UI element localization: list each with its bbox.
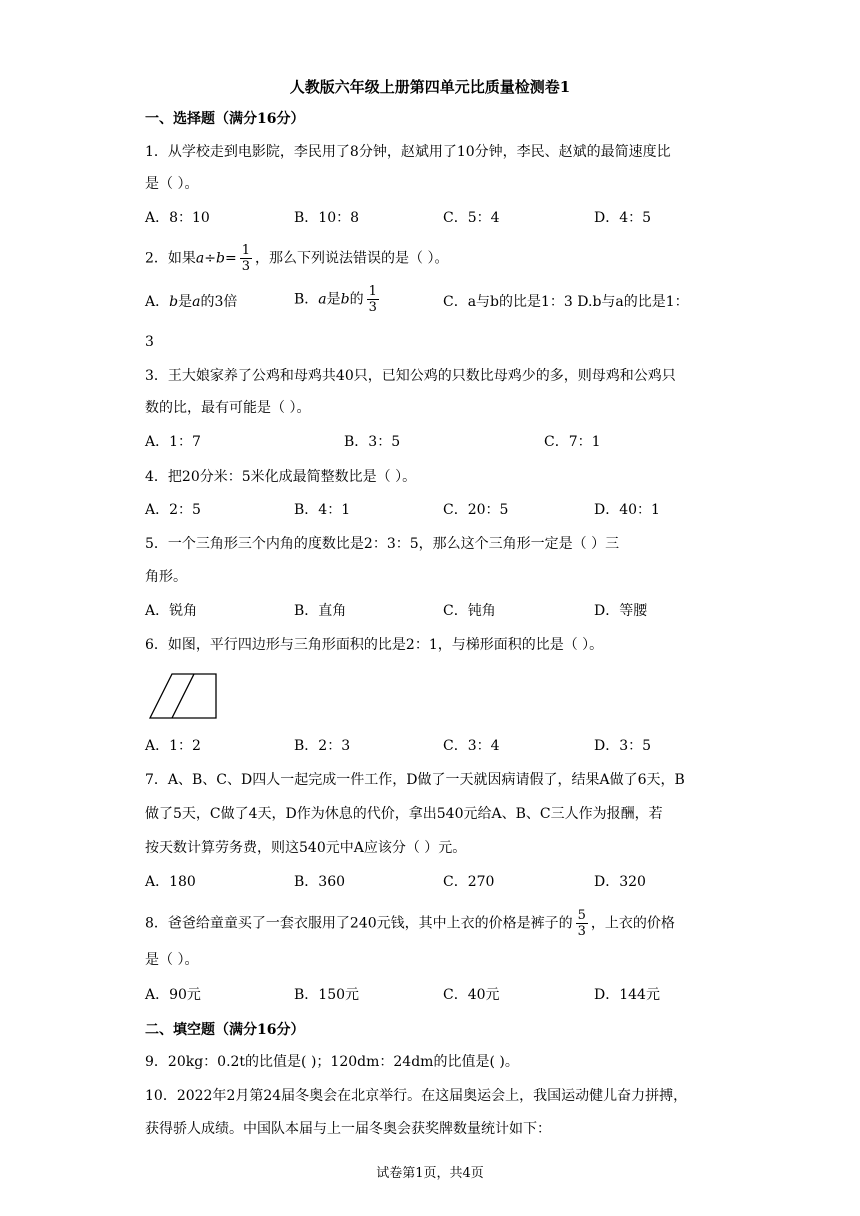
question-7-line-3: 按天数计算劳务费，则这540元中A应该分（ ）元。	[145, 840, 467, 856]
q2-fraction	[240, 243, 252, 274]
q2-fraction-den: 3	[241, 259, 250, 274]
q4-option-d: D．40：1	[594, 502, 660, 518]
q7-option-a: A．180	[145, 874, 196, 890]
q2-option-a	[145, 292, 237, 312]
q2-option-b-fraction	[367, 284, 379, 315]
page-title: 人教版六年级上册第四单元比质量检测卷1	[289, 78, 571, 96]
q2-option-b-mid: 是	[326, 291, 341, 308]
q5-option-b: B．直角	[294, 603, 347, 619]
q2-option-b-label: B．	[294, 291, 319, 308]
q2-option-b-var-a: a	[318, 291, 327, 308]
q2-eq-sign: =	[224, 250, 237, 267]
q3-option-b: B．3：5	[344, 434, 401, 450]
question-10-line-1: 10．2022年2月第24届冬奥会在北京举行。在这届奥运会上，我国运动健儿奋力拼搏，	[145, 1088, 688, 1104]
q3-option-a: A．1：7	[145, 434, 201, 450]
page-footer: 试卷第1页，共4页	[376, 1166, 484, 1181]
q2-var-a: a	[195, 250, 205, 267]
q4-option-b: B．4：1	[294, 502, 351, 518]
q7-option-d: D．320	[594, 874, 646, 890]
section-heading-choice: 一、选择题（满分16分）	[145, 111, 305, 127]
question-1-line-2: 是（ ）。	[145, 176, 199, 192]
q2-option-a-mid: 是	[178, 294, 193, 310]
q4-option-c: C．20：5	[443, 502, 509, 518]
q8-option-a: A．90元	[145, 987, 201, 1003]
q8-fraction-den: 3	[577, 924, 586, 939]
question-3-line-2: 数的比，最有可能是（ ）。	[145, 400, 311, 416]
q8-option-c: C．40元	[443, 987, 500, 1003]
q2-option-a-label: A．	[145, 294, 170, 310]
q2-option-b-fraction-den: 3	[368, 300, 377, 315]
q6-option-b: B．2：3	[294, 738, 351, 754]
q5-option-d: D．等腰	[594, 603, 648, 619]
q6-option-d: D．3：5	[594, 738, 652, 754]
q2-option-b-var-b: b	[340, 291, 350, 308]
q1-option-b: B．10：8	[294, 210, 360, 226]
q2-option-cd: C．a与b的比是1：3 D.b与a的比是1：	[443, 294, 689, 310]
q8-line-1-prefix: 8．爸爸给童童买了一套衣服用了240元钱，其中上衣的价格是裤子的	[145, 915, 573, 932]
q2-option-a-var-b: b	[169, 294, 179, 310]
question-7-line-2: 做了5天，C做了4天，D作为休息的代价，拿出540元给A、B、C三人作为报酬，若	[145, 806, 663, 822]
q8-option-b: B．150元	[294, 987, 360, 1003]
q1-option-c: C．5：4	[443, 210, 500, 226]
q2-option-a-suffix: 的3倍	[200, 294, 238, 310]
question-5-line-1: 5．一个三角形三个内角的度数比是2：3：5，那么这个三角形一定是（ ）三	[145, 536, 620, 552]
q6-option-a: A．1：2	[145, 738, 201, 754]
q7-option-b: B．360	[294, 874, 346, 890]
question-7-line-1: 7．A、B、C、D四人一起完成一件工作，D做了一天就因病请假了，结果A做了6天，B	[145, 772, 685, 788]
q8-line-1-suffix: ，上衣的价格	[590, 915, 675, 932]
q3-option-c: C．7：1	[544, 434, 601, 450]
q8-option-d: D．144元	[594, 987, 660, 1003]
parallelogram-triangle-figure	[148, 672, 220, 720]
q4-option-a: A．2：5	[145, 502, 201, 518]
divider-line	[172, 674, 194, 718]
question-3-line-1: 3．王大娘家养了公鸡和母鸡共40只，已知公鸡的只数比母鸡少的多，则母鸡和公鸡只	[145, 368, 676, 384]
question-10-line-2: 获得骄人成绩。中国队本届与上一届冬奥会获奖牌数量统计如下：	[145, 1121, 551, 1137]
q6-option-c: C．3：4	[443, 738, 500, 754]
question-4-line-1: 4．把20分米：5米化成最简整数比是（ ）。	[145, 469, 417, 485]
question-2-line-1	[145, 243, 448, 274]
q2-div-sign: ÷	[204, 250, 217, 267]
question-5-line-2: 角形。	[145, 569, 187, 585]
question-8-line-1	[145, 908, 675, 939]
q1-option-a: A．8：10	[145, 210, 210, 226]
q1-option-d: D．4：5	[594, 210, 652, 226]
q2-option-b	[294, 284, 382, 315]
question-1-line-1: 1．从学校走到电影院，李民用了8分钟，赵斌用了10分钟，李民、赵斌的最简速度比	[145, 144, 671, 160]
question-8-line-2: 是（ ）。	[145, 952, 199, 968]
question-6-line-1: 6．如图，平行四边形与三角形面积的比是2：1，与梯形面积的比是（ ）。	[145, 637, 604, 653]
q2-suffix: ，那么下列说法错误的是（ ）。	[255, 250, 449, 267]
q8-fraction-num: 5	[577, 908, 586, 923]
q2-prefix: 2．如果	[145, 250, 196, 267]
q2-var-b: b	[216, 250, 225, 267]
q5-option-c: C．钝角	[443, 603, 496, 619]
q2-option-b-fraction-num: 1	[368, 284, 377, 299]
q2-fraction-num: 1	[241, 243, 250, 258]
q2-option-a-var-a: a	[192, 294, 201, 310]
question-9-line-1: 9．20kg：0.2t的比值是( )；120dm：24dm的比值是( )。	[145, 1054, 519, 1070]
section-heading-fill: 二、填空题（满分16分）	[145, 1022, 305, 1038]
q5-option-a: A．锐角	[145, 603, 198, 619]
q8-fraction	[576, 908, 588, 939]
q2-option-b-suffix: 的	[349, 291, 364, 308]
q7-option-c: C．270	[443, 874, 495, 890]
q2-option-d-wrap: 3	[145, 334, 154, 350]
